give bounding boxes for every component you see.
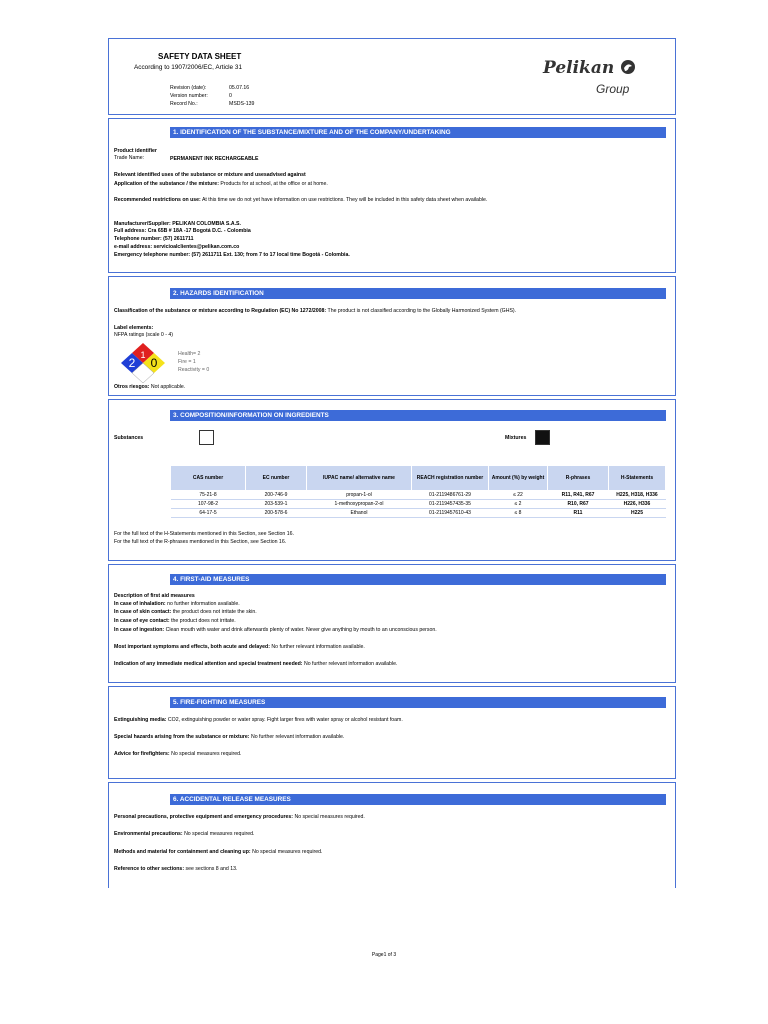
full-address: Full address: Cra 65B # 18A -17 Bogotá D.C. - Colombia bbox=[114, 228, 251, 234]
skin-line bbox=[114, 609, 257, 616]
version-value: 0 bbox=[229, 93, 232, 99]
col-ec: EC number bbox=[246, 466, 307, 491]
cell-iupac: Ethanol bbox=[307, 509, 412, 518]
ingestion-label: In case of ingestion: bbox=[114, 627, 165, 633]
skin-label: In case of skin contact: bbox=[114, 609, 172, 615]
application-value: Products for at school, at the office or at home. bbox=[220, 181, 328, 187]
substances-label: Substances bbox=[114, 435, 144, 441]
fire-rating: Fire = 1 bbox=[178, 359, 196, 365]
nfpa-fire-value: 1 bbox=[140, 350, 146, 360]
methods-value: No special measures required. bbox=[252, 849, 323, 855]
table-header-row bbox=[171, 466, 666, 491]
other-risks-line bbox=[114, 384, 185, 391]
record-value: MSDS-139 bbox=[229, 101, 255, 107]
cell-reach: 01-2119486761-29 bbox=[412, 491, 489, 500]
environmental-value: No special measures required. bbox=[184, 831, 255, 837]
ingestion-line bbox=[114, 627, 437, 634]
section-4-header: 4. FIRST-AID MEASURES bbox=[170, 574, 666, 585]
cell-rphrases: R11 bbox=[548, 509, 609, 518]
advice-label: Advice for firefighters: bbox=[114, 751, 170, 757]
r-phrases-note: For the full text of the R-phrases mentioned in this Section, see Section 16. bbox=[114, 539, 287, 545]
col-hstatements: H-Statements bbox=[609, 466, 666, 491]
cell-amount: ≤ 22 bbox=[489, 491, 548, 500]
other-risks-value: Not applicable. bbox=[150, 384, 186, 390]
section-separator bbox=[108, 560, 676, 565]
record-label: Record No.: bbox=[170, 101, 198, 107]
application-line bbox=[114, 181, 328, 188]
symptoms-label: Most important symptoms and effects, both acute and delayed: bbox=[114, 644, 270, 650]
health-rating: Health= 2 bbox=[178, 351, 201, 357]
page-number: Page1 of 3 bbox=[371, 952, 397, 958]
medical-label: Indication of any immediate medical attention and special treatment needed: bbox=[114, 661, 303, 667]
section-6-header: 6. ACCIDENTAL RELEASE MEASURES bbox=[170, 794, 666, 805]
environmental-label: Environmental precautions: bbox=[114, 831, 183, 837]
nfpa-diamond-icon bbox=[121, 343, 165, 383]
eye-value: the product does not irritate. bbox=[171, 618, 236, 624]
reactivity-rating: Reactivity = 0 bbox=[178, 367, 210, 373]
revision-label: Revision (date): bbox=[170, 85, 207, 91]
symptoms-line bbox=[114, 644, 365, 651]
advice-line bbox=[114, 751, 241, 758]
classification-label: Classification of the substance or mixture according to Regulation (EC) No 1272/2008: bbox=[114, 308, 327, 314]
cell-ec: 200-746-9 bbox=[246, 491, 307, 500]
skin-value: the product does not irritate the skin. bbox=[172, 609, 257, 615]
ingestion-value: Clean mouth with water and drink afterwards plenty of water. Never give anything by mouth to an unconscious person. bbox=[165, 627, 437, 633]
eye-label: In case of eye contact: bbox=[114, 618, 170, 624]
pelican-emblem-icon bbox=[620, 59, 636, 75]
reference-value: see sections 8 and 13. bbox=[185, 866, 238, 872]
document-title: SAFETY DATA SHEET bbox=[158, 52, 242, 61]
cell-cas: 64-17-5 bbox=[171, 509, 246, 518]
nfpa-scale: NFPA ratings (scale 0 - 4) bbox=[114, 332, 174, 338]
section-separator bbox=[108, 114, 676, 119]
inhalation-value: no further information available. bbox=[167, 601, 240, 607]
col-amount: Amount (%) by weight bbox=[489, 466, 548, 491]
section-2-header: 2. HAZARDS IDENTIFICATION bbox=[170, 288, 666, 299]
cell-rphrases: R11, R41, R67 bbox=[548, 491, 609, 500]
cell-hstatements: H226, H336 bbox=[609, 500, 666, 509]
table-row bbox=[171, 509, 666, 518]
cell-amount: ≤ 2 bbox=[489, 500, 548, 509]
classification-value: The product is not classified according to the Globally Harmonized System (GHS). bbox=[327, 308, 517, 314]
personal-precautions-line bbox=[114, 814, 365, 821]
logo-group-text: Group bbox=[596, 82, 630, 96]
trade-name-value: PERMANENT INK RECHARGEABLE bbox=[170, 156, 259, 162]
emergency-phone: Emergency telephone number: (57) 2611711 Ext. 130; from 7 to 17 local time Bogotá - Colombia. bbox=[114, 252, 350, 258]
reference-line bbox=[114, 866, 237, 873]
table-row bbox=[171, 491, 666, 500]
email: e-mail address: servicioalclientes@pelikan.com.co bbox=[114, 244, 240, 250]
section-separator bbox=[108, 682, 676, 687]
col-iupac: IUPAC name/ alternative name bbox=[307, 466, 412, 491]
medical-value: No further relevant information available. bbox=[303, 661, 398, 667]
manufacturer: Manufacturer/Supplier: PELIKAN COLOMBIA S.A.S. bbox=[114, 221, 241, 227]
cell-cas: 107-98-2 bbox=[171, 500, 246, 509]
restrictions-label: Recommended restrictions on use: bbox=[114, 197, 201, 203]
special-hazards-label: Special hazards arising from the substance or mixture: bbox=[114, 734, 250, 740]
col-reach: REACH registration number bbox=[412, 466, 489, 491]
cell-amount: ≤ 8 bbox=[489, 509, 548, 518]
section-1-header: 1. IDENTIFICATION OF THE SUBSTANCE/MIXTURE AND OF THE COMPANY/UNDERTAKING bbox=[170, 127, 666, 138]
ingredients-table bbox=[170, 465, 666, 518]
mixtures-checkbox-checked bbox=[535, 430, 550, 445]
telephone: Telephone number: (57) 2611711 bbox=[114, 236, 194, 242]
restrictions-line bbox=[114, 197, 487, 204]
inhalation-line bbox=[114, 601, 240, 608]
cell-hstatements: H225 bbox=[609, 509, 666, 518]
personal-precautions-label: Personal precautions, protective equipment and emergency procedures: bbox=[114, 814, 294, 820]
reference-label: Reference to other sections: bbox=[114, 866, 185, 872]
logo-text: Pelikan bbox=[543, 58, 615, 78]
medical-line bbox=[114, 661, 397, 668]
section-separator bbox=[108, 778, 676, 783]
methods-line bbox=[114, 849, 322, 856]
section-3-header: 3. COMPOSITION/INFORMATION ON INGREDIENTS bbox=[170, 410, 666, 421]
special-hazards-value: No further relevant information available. bbox=[250, 734, 345, 740]
cell-ec: 200-578-6 bbox=[246, 509, 307, 518]
extinguishing-value: CO2, extinguishing powder or water spray. Fight larger fires with water spray or alcohol resistant foam. bbox=[167, 717, 403, 723]
mixtures-label: Mixtures bbox=[505, 435, 527, 441]
nfpa-health-value: 2 bbox=[128, 356, 136, 370]
substances-checkbox bbox=[199, 430, 214, 445]
classification-line bbox=[114, 308, 516, 315]
revision-value: 05.07.16 bbox=[229, 85, 250, 91]
personal-precautions-value: No special measures required. bbox=[294, 814, 365, 820]
cell-ec: 203-539-1 bbox=[246, 500, 307, 509]
trade-name-label: Trade Name: bbox=[114, 155, 145, 161]
version-label: Version number: bbox=[170, 93, 208, 99]
other-risks-label: Otros riesgos: bbox=[114, 384, 150, 390]
col-cas: CAS number bbox=[171, 466, 246, 491]
special-hazards-line bbox=[114, 734, 344, 741]
cell-cas: 75-21-8 bbox=[171, 491, 246, 500]
cell-hstatements: H225, H318, H336 bbox=[609, 491, 666, 500]
advice-value: No special measures required. bbox=[171, 751, 242, 757]
section-5-header: 5. FIRE-FIGHTING MEASURES bbox=[170, 697, 666, 708]
section-separator bbox=[108, 395, 676, 400]
cell-reach: 01-2119457610-43 bbox=[412, 509, 489, 518]
nfpa-reactivity-value: 0 bbox=[150, 356, 158, 370]
table-row bbox=[171, 500, 666, 509]
application-label: Application of the substance / the mixture: bbox=[114, 181, 219, 187]
cell-reach: 01-2119457435-35 bbox=[412, 500, 489, 509]
section-separator bbox=[108, 272, 676, 277]
product-identifier-label: Product identifier bbox=[114, 148, 157, 154]
relevant-uses-label: Relevant identified uses of the substance or mixture and usesadvised against bbox=[114, 172, 306, 178]
methods-label: Methods and material for containment and cleaning up: bbox=[114, 849, 251, 855]
h-statements-note: For the full text of the H-Statements mentioned in this Section, see Section 16. bbox=[114, 531, 294, 537]
environmental-line bbox=[114, 831, 254, 838]
restrictions-value: At this time we do not yet have information on use restrictions. They will be included in this safety data sheet when available. bbox=[201, 197, 488, 203]
cell-iupac: 1-methoxypropan-2-ol bbox=[307, 500, 412, 509]
sds-page bbox=[108, 38, 676, 888]
label-elements: Label elements: bbox=[114, 325, 154, 331]
symptoms-value: No further relevant information available. bbox=[271, 644, 365, 650]
extinguishing-label: Extinguishing media: bbox=[114, 717, 167, 723]
extinguishing-line bbox=[114, 717, 403, 724]
cell-rphrases: R10, R67 bbox=[548, 500, 609, 509]
inhalation-label: In case of inhalation: bbox=[114, 601, 166, 607]
pelikan-logo bbox=[543, 58, 636, 78]
eye-line bbox=[114, 618, 236, 625]
col-rphrases: R-phrases bbox=[548, 466, 609, 491]
first-aid-description: Description of first aid measures bbox=[114, 593, 195, 599]
document-subtitle: According to 1907/2006/EC, Article 31 bbox=[134, 64, 242, 71]
cell-iupac: propan-1-ol bbox=[307, 491, 412, 500]
